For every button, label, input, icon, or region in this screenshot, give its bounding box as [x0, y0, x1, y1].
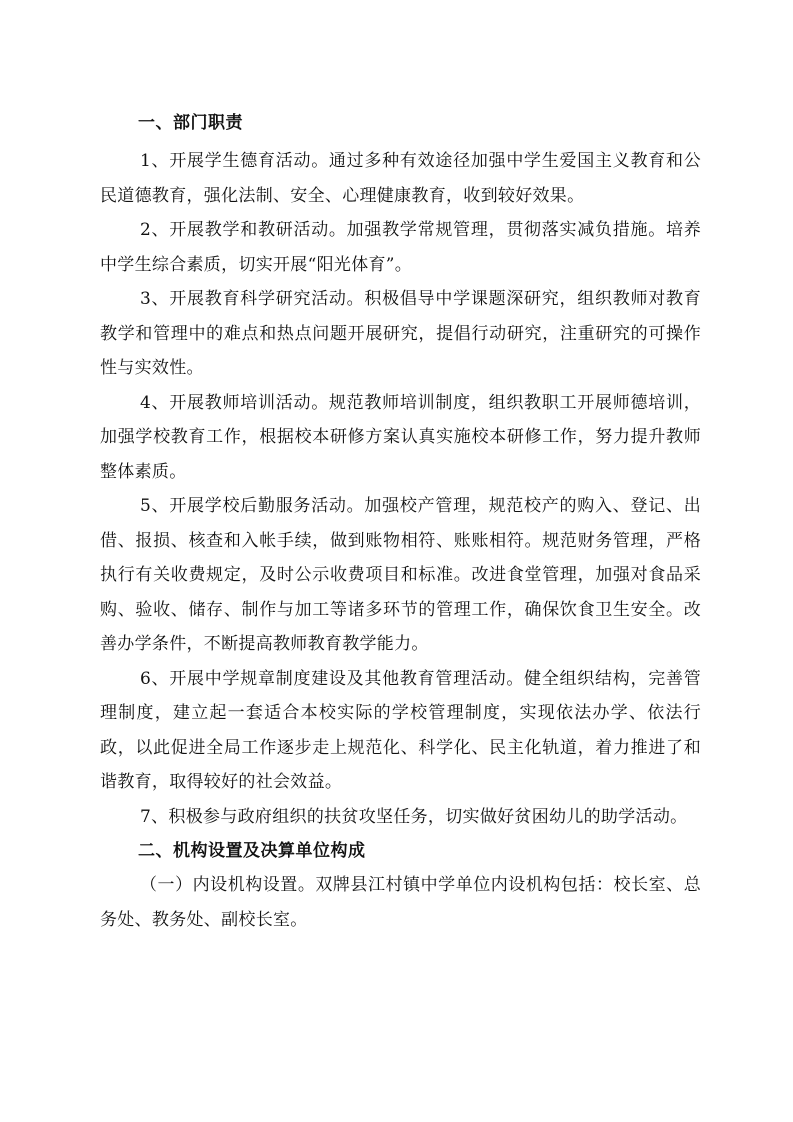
duty-paragraph-7: 7、积极参与政府组织的扶贫攻坚任务，切实做好贫困幼儿的助学活动。	[140, 806, 688, 827]
duty-paragraph-2: 2、开展教学和教研活动。加强教学常规管理，贯彻落实减负措施。培养中学生综合素质，切实开展“阳光体育”。	[100, 220, 701, 275]
section-heading-duties: 一、部门职责	[138, 113, 243, 133]
document-page	[100, 106, 701, 937]
duty-paragraph-5: 5、开展学校后勤服务活动。加强校产管理，规范校产的购入、登记、出借、报损、核查和入帐手续，做到账物相符、账账相符。规范财务管理，严格执行有关收费规定，及时公示收费项目和标准。改进食堂管理，加强对食品采购、验收、储存、制作与加工等诸多环节的管理工作，确保饮食卫生安全。改善办学条件，不断提高教师教育教学能力。	[100, 496, 701, 654]
duty-paragraph-1: 1、开展学生德育活动。通过多种有效途径加强中学生爱国主义教育和公民道德教育，强化法制、安全、心理健康教育，收到较好效果。	[100, 151, 701, 206]
duty-paragraph-4: 4、开展教师培训活动。规范教师培训制度，组织教职工开展师德培训，加强学校教育工作，根据校本研修方案认真实施校本研修工作，努力提升教师整体素质。	[100, 392, 701, 482]
duty-paragraph-3: 3、开展教育科学研究活动。积极倡导中学课题深研究，组织教师对教育教学和管理中的难点和热点问题开展研究，提倡行动研究，注重研究的可操作性与实效性。	[100, 289, 701, 378]
structure-paragraph-1: （一）内设机构设置。双牌县江村镇中学单位内设机构包括：校长室、总务处、教务处、副校长室。	[100, 875, 701, 930]
section-heading-structure: 二、机构设置及决算单位构成	[138, 841, 366, 861]
duty-paragraph-6: 6、开展中学规章制度建设及其他教育管理活动。健全组织结构，完善管理制度，建立起一套适合本校实际的学校管理制度，实现依法办学、依法行政，以此促进全局工作逐步走上规范化、科学化、民主化轨道，着力推进了和谐教育，取得较好的社会效益。	[100, 668, 701, 792]
